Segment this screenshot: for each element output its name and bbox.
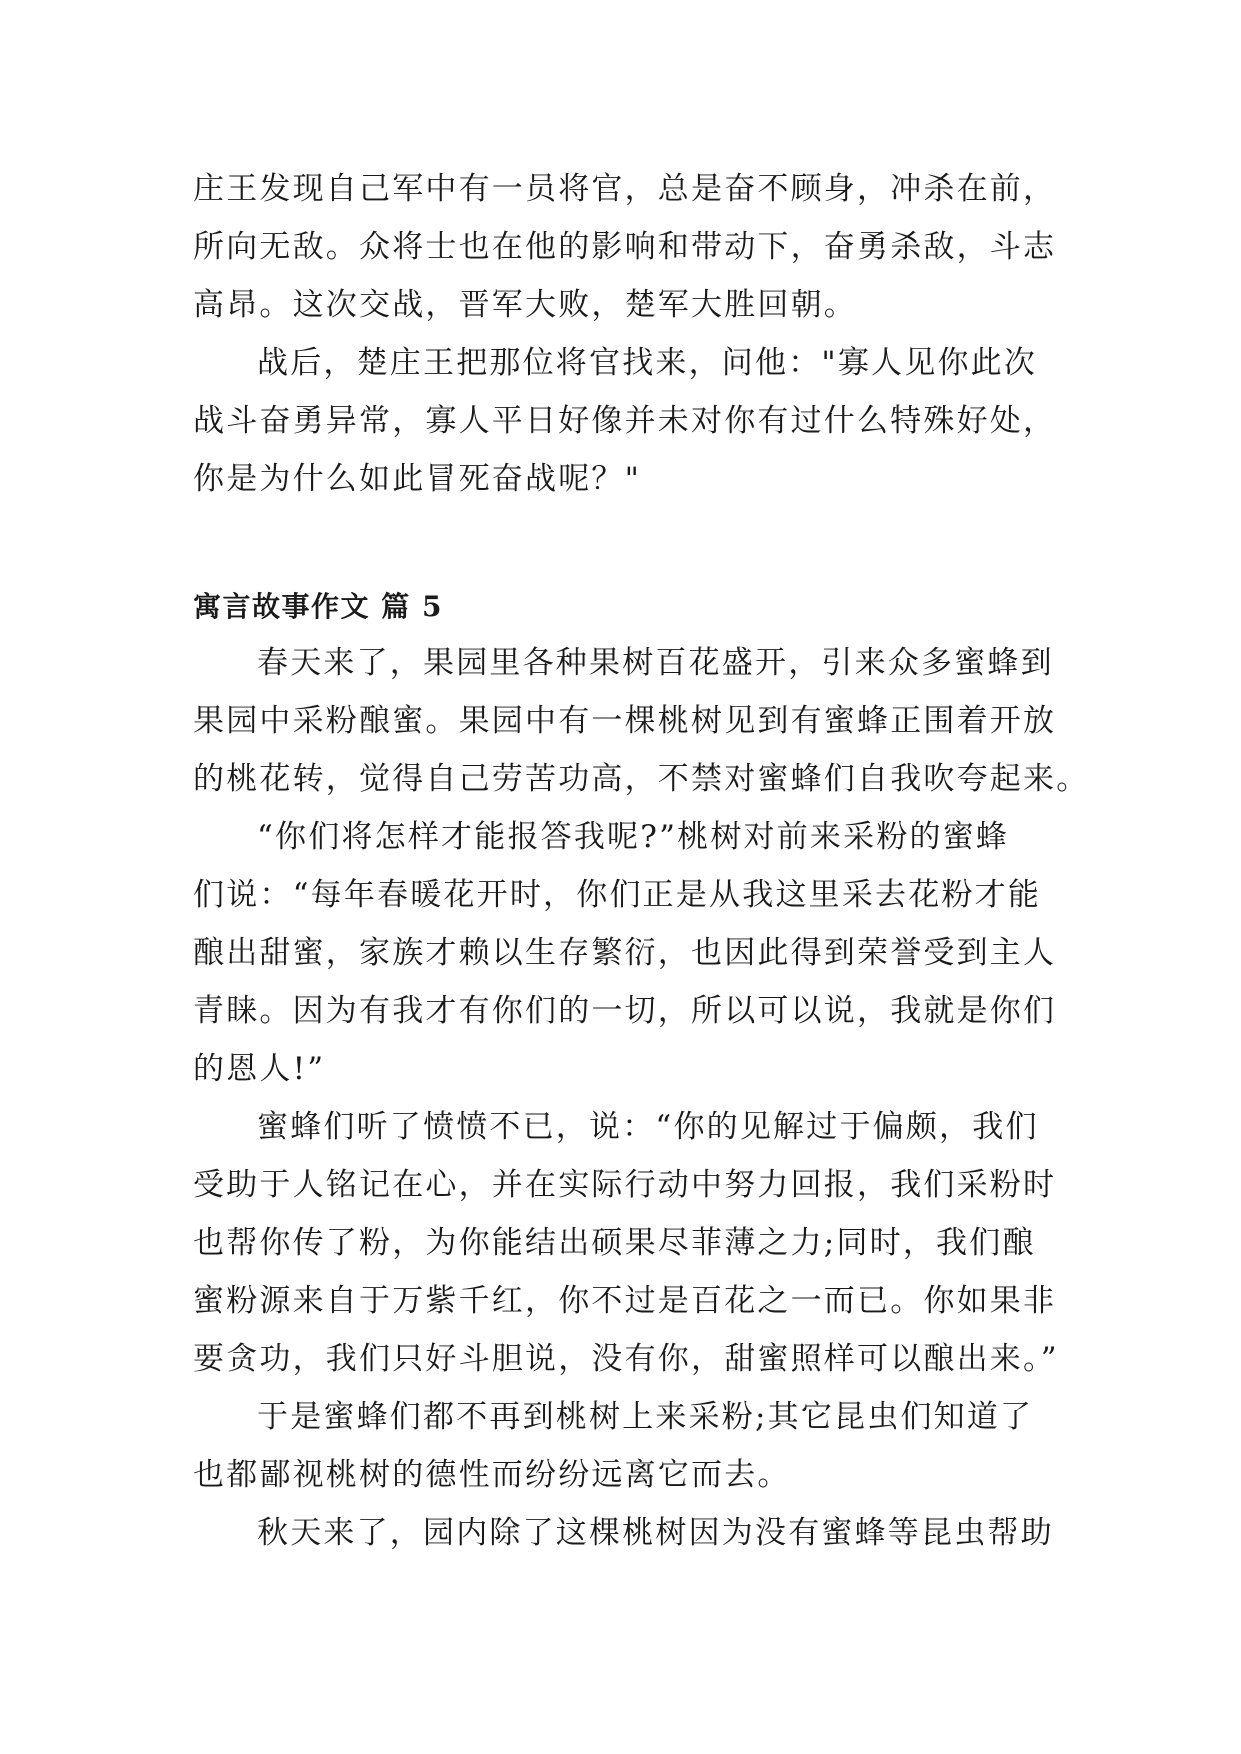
text-line: 的桃花转，觉得自己劳苦功高，不禁对蜜蜂们自我吹夸起来。 [193,761,1090,797]
text-line: 受助于人铭记在心，并在实际行动中努力回报，我们采粉时 [193,1167,1057,1203]
paragraph-3 [193,634,1090,808]
paragraph-2 [193,334,1063,508]
paragraph-5 [193,1098,1063,1388]
text-line: 庄王发现自己军中有一员将官，总是奋不顾身，冲杀在前， [193,171,1057,207]
document-page [193,160,1090,1562]
text-line: 春天来了，果园里各种果树百花盛开，引来众多蜜蜂到 [257,645,1054,681]
text-line: 高昂。这次交战，晋军大败，楚军大胜回朝。 [193,287,857,323]
paragraph-4 [193,808,1063,1098]
text-line: 所向无敌。众将士也在他的影响和带动下，奋勇杀敌，斗志 [193,229,1057,265]
text-line: 们说：“每年春暖花开时，你们正是从我这里采去花粉才能 [193,877,1042,913]
paragraph-7 [193,1504,1063,1562]
text-line: 蜜蜂们听了愤愤不已，说：“你的见解过于偏颇，我们 [257,1109,1039,1145]
text-line: 你是为什么如此冒死奋战呢？" [193,461,642,497]
text-line: “你们将怎样才能报答我呢?”桃树对前来采粉的蜜蜂 [257,819,1010,855]
text-line: 也帮你传了粉，为你能结出硕果尽菲薄之力;同时，我们酿 [193,1225,1036,1261]
paragraph-1 [193,160,1063,334]
paragraph-6 [193,1388,1063,1504]
text-line: 秋天来了，园内除了这棵桃树因为没有蜜蜂等昆虫帮助 [257,1515,1054,1551]
text-line: 战后，楚庄王把那位将官找来，问他："寡人见你此次 [257,345,1038,381]
text-line: 蜜粉源来自于万紫千红，你不过是百花之一而已。你如果非 [193,1283,1057,1319]
text-line: 青睐。因为有我才有你们的一切，所以可以说，我就是你们 [193,993,1057,1029]
text-line: 要贪功，我们只好斗胆说，没有你，甜蜜照样可以酿出来。” [193,1341,1059,1377]
text-line: 酿出甜蜜，家族才赖以生存繁衍，也因此得到荣誉受到主人 [193,935,1057,971]
text-line: 也都鄙视桃树的德性而纷纷远离它而去。 [193,1457,791,1493]
section-title: 寓言故事作文 篇 5 [193,590,443,623]
text-line: 的恩人!” [193,1051,326,1087]
text-line: 果园中采粉酿蜜。果园中有一棵桃树见到有蜜蜂正围着开放 [193,703,1057,739]
text-line: 于是蜜蜂们都不再到桃树上来采粉;其它昆虫们知道了 [257,1399,1034,1435]
text-line: 战斗奋勇异常，寡人平日好像并未对你有过什么特殊好处， [193,403,1057,439]
